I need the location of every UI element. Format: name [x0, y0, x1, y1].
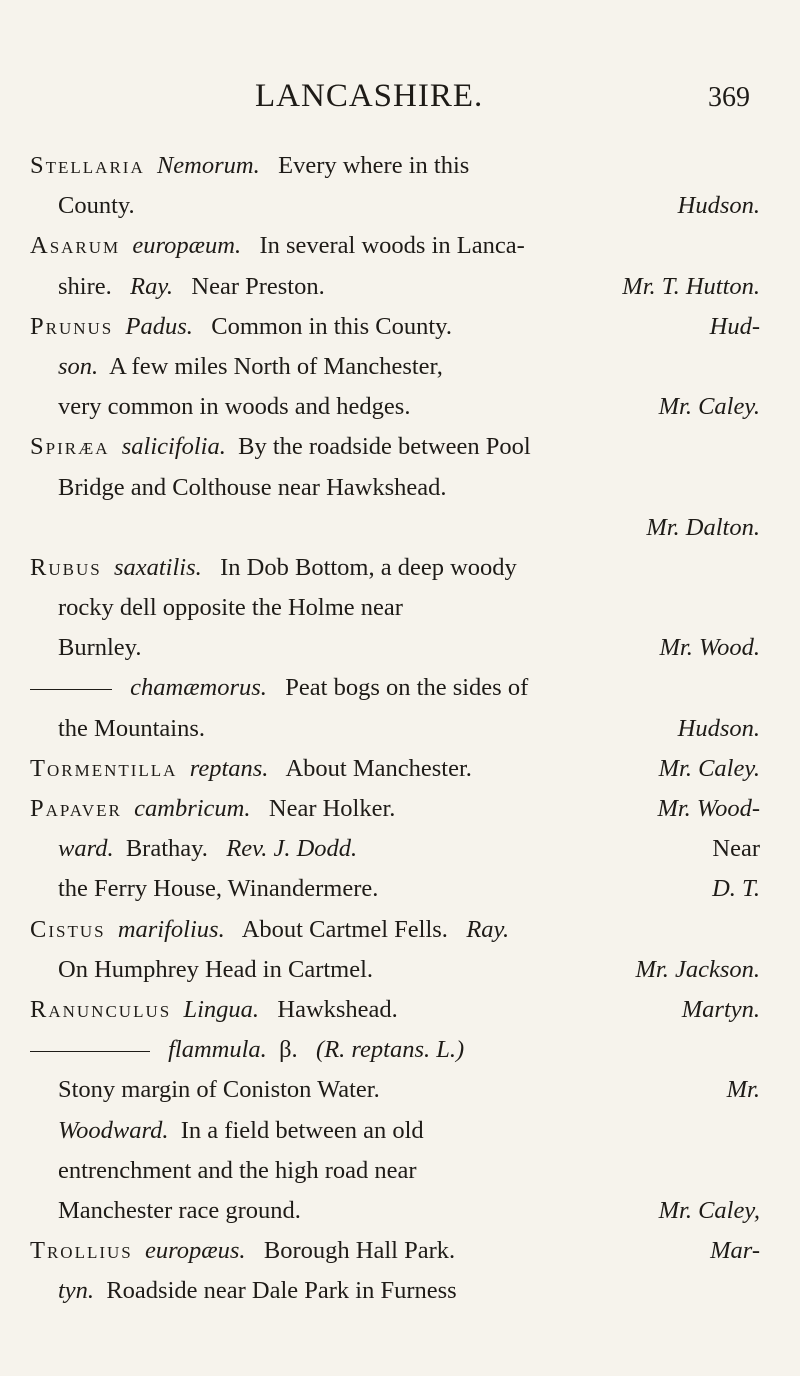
ditto-dash [30, 689, 112, 690]
text-line [0, 829, 800, 869]
text-line [0, 1111, 800, 1151]
authority: Mr. Wood. [659, 634, 760, 662]
authority: Mr. Wood- [657, 795, 760, 822]
species-name: europæum. [132, 232, 242, 260]
locality-text: A few miles North of Manchester, [109, 352, 443, 380]
text-line [0, 588, 800, 628]
text-line [0, 668, 800, 708]
locality-text: Manchester race ground. [58, 1196, 301, 1224]
locality-text: About Cartmel Fells. [241, 915, 448, 943]
text-line [0, 789, 800, 829]
species-name: cambricum. [134, 795, 251, 822]
authority: Ray. [130, 272, 173, 300]
species-name: Lingua. [183, 995, 259, 1023]
text-line [0, 990, 800, 1030]
locality-text: Burnley. [58, 634, 142, 662]
genus-name: Stellaria [30, 152, 145, 179]
authority: Ray. [466, 915, 510, 943]
text-line [0, 1191, 800, 1231]
text-line [0, 1070, 800, 1110]
locality-text: Peat bogs on the sides of [285, 674, 529, 702]
genus-name: Tormentilla [30, 754, 178, 782]
authority: son. [58, 352, 99, 380]
authority: Mar- [710, 1237, 760, 1265]
authority: tyn. [58, 1277, 95, 1305]
authority: Mr. Caley. [658, 754, 760, 782]
text-line [0, 226, 800, 266]
authority: ward. [58, 835, 114, 863]
page-number: 369 [708, 82, 750, 113]
locality-text: Near [712, 835, 760, 863]
authority: Rev. J. Dodd. [226, 835, 358, 863]
species-name: marifolius. [117, 915, 225, 943]
text-line [0, 1030, 800, 1070]
locality-text: Roadside near Dale Park in Furness [106, 1277, 457, 1305]
text-line [0, 1151, 800, 1191]
authority: Mr. T. Hutton. [622, 272, 760, 300]
locality-text: Brathay. [125, 835, 208, 863]
authority: Mr. Jackson. [635, 955, 760, 983]
text-line [0, 307, 800, 347]
authority: Martyn. [681, 995, 760, 1023]
species-name: chamæmorus. [130, 674, 267, 702]
genus-name: Trollius [30, 1237, 133, 1265]
text-line [0, 186, 800, 226]
text-line [0, 869, 800, 909]
species-name: Nemorum. [156, 152, 260, 179]
locality-text: very common in woods and hedges. [58, 393, 411, 421]
species-name: salicifolia. [121, 433, 226, 461]
authority: Mr. [726, 1076, 760, 1104]
locality-text: In several woods in Lanca- [259, 232, 525, 260]
locality-text: Stony margin of Coniston Water. [58, 1076, 380, 1104]
text-line [0, 709, 800, 749]
locality-text: shire. [58, 272, 112, 300]
locality-text: About Manchester. [285, 754, 472, 782]
page-header [0, 78, 800, 128]
genus-name: Spiræa [30, 433, 110, 461]
species-entries [0, 146, 800, 1311]
text-line [0, 387, 800, 427]
locality-text: In Dob Bottom, a deep woody [220, 553, 517, 581]
text-line [0, 548, 800, 588]
locality-text: Near Holker. [268, 795, 396, 822]
locality-text: rocky dell opposite the Holme near [58, 594, 403, 622]
text-line [0, 508, 800, 548]
locality-text: the Mountains. [58, 714, 205, 742]
species-name: Padus. [125, 312, 193, 340]
text-line [0, 1271, 800, 1311]
text-line [0, 347, 800, 387]
variety-mark: β. [279, 1036, 298, 1064]
text-line [0, 468, 800, 508]
genus-name: Prunus [30, 312, 114, 340]
text-line [0, 950, 800, 990]
locality-text: Near Preston. [191, 272, 325, 300]
species-name: flammula. [168, 1036, 267, 1064]
locality-text: By the roadside between Pool [238, 433, 531, 461]
genus-name: Papaver [30, 795, 122, 822]
text-line [0, 628, 800, 668]
locality-text: Bridge and Colthouse near Hawkshead. [58, 473, 447, 501]
ditto-dash [30, 1051, 150, 1052]
authority: Hud- [709, 312, 760, 340]
genus-name: Cistus [30, 915, 106, 943]
authority: Hudson. [677, 192, 760, 220]
authority: Woodward. [58, 1116, 169, 1144]
locality-text: Every where in this [278, 152, 470, 179]
synonym: (R. reptans. L.) [316, 1036, 465, 1064]
locality-text: On Humphrey Head in Cartmel. [58, 955, 374, 983]
locality-text: Borough Hall Park. [263, 1237, 456, 1265]
authority: Mr. Caley, [658, 1196, 760, 1224]
running-title: LANCASHIRE. [255, 78, 484, 114]
authority: Mr. Dalton. [646, 513, 760, 541]
genus-name: Rubus [30, 553, 102, 581]
authority: Hudson. [677, 714, 760, 742]
text-line [0, 1231, 800, 1271]
authority: D. T. [712, 875, 760, 903]
text-line [0, 146, 800, 186]
locality-text: Common in this County. [211, 312, 452, 340]
text-line [0, 910, 800, 950]
text-line [0, 749, 800, 789]
species-name: europæus. [145, 1237, 246, 1265]
genus-name: Ranunculus [30, 995, 172, 1023]
authority: Mr. Caley. [658, 393, 760, 421]
text-line [0, 427, 800, 467]
locality-text: entrenchment and the high road near [58, 1156, 417, 1184]
locality-text: Hawkshead. [277, 995, 398, 1023]
species-name: reptans. [189, 754, 269, 782]
species-name: saxatilis. [113, 553, 202, 581]
locality-text: County. [58, 192, 135, 220]
text-line [0, 267, 800, 307]
locality-text: the Ferry House, Winandermere. [58, 875, 379, 903]
locality-text: In a field between an old [180, 1116, 424, 1144]
genus-name: Asarum [30, 232, 121, 260]
